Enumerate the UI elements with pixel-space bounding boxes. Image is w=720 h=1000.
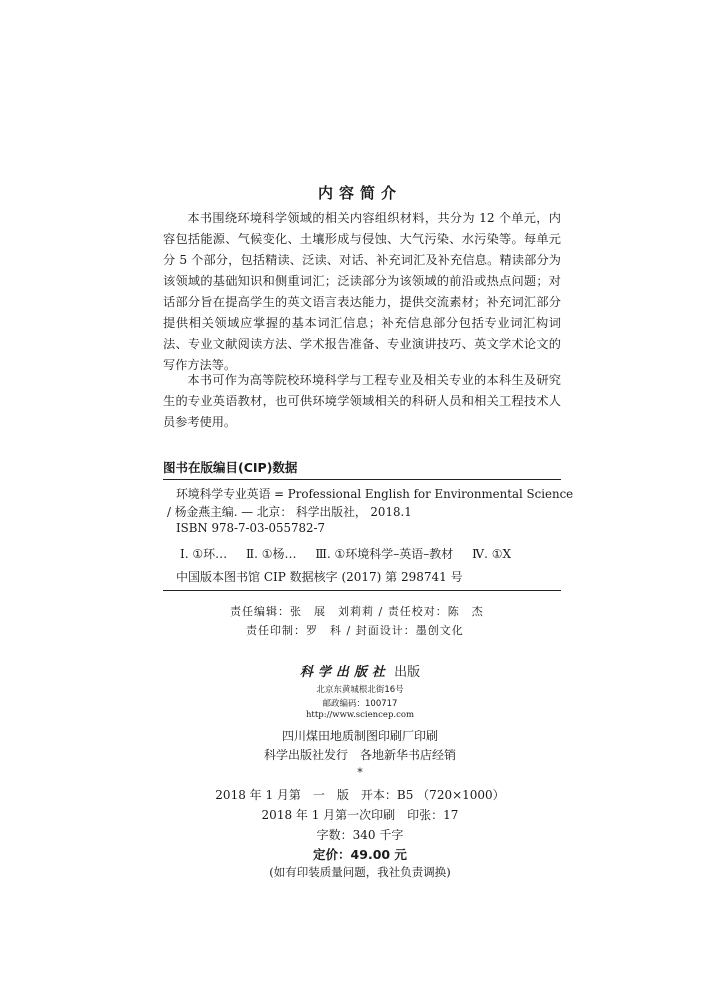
publisher-line <box>0 661 720 680</box>
cip-top-rule <box>163 479 561 480</box>
publisher-name: 科学出版社 <box>299 665 390 680</box>
staff-line-1: 责任编辑：张 展 刘莉莉 / 责任校对：陈 杰 <box>230 605 484 618</box>
impression-line: 2018 年 1 月第一次印刷 印张：17 <box>261 808 459 822</box>
quality-notice: (如有印装质量问题，我社负责调换) <box>269 865 451 879</box>
cip-heading: 图书在版编目(CIP)数据 <box>163 460 298 475</box>
cip-class-3: Ⅲ. ①环境科学–英语–教材 <box>315 547 454 561</box>
cip-class-2: Ⅱ. ①杨… <box>245 547 297 561</box>
cip-classification <box>180 545 526 562</box>
cip-title-line: 环境科学专业英语 = Professional English for Environmental Science <box>176 487 574 501</box>
intro-paragraph-2 <box>163 370 561 433</box>
publisher-url: http://www.sciencep.com <box>305 710 415 720</box>
cip-record: 中国版本图书馆 CIP 数据核字 (2017) 第 298741 号 <box>176 570 463 584</box>
cip-author-line: / 杨金燕主编. — 北京： 科学出版社， 2018.1 <box>167 505 412 519</box>
price: 定价：49.00 元 <box>313 847 407 862</box>
separator-star: * <box>357 766 363 779</box>
publisher-suffix: 出版 <box>394 665 421 680</box>
intro-paragraph-1 <box>163 208 561 376</box>
cip-class-1: Ⅰ. ①环… <box>180 547 228 561</box>
distributor: 科学出版社发行 各地新华书店经销 <box>263 748 456 762</box>
publisher-postcode: 邮政编码：100717 <box>322 699 398 709</box>
publisher-address: 北京东黄城根北街16号 <box>316 685 404 695</box>
cip-isbn: ISBN 978-7-03-055782-7 <box>176 521 325 535</box>
edition-line: 2018 年 1 月第 一 版 开本：B5 （720×1000） <box>215 788 505 802</box>
staff-line-2: 责任印制：罗 科 / 封面设计：墨创文化 <box>246 624 464 637</box>
cip-class-4: Ⅳ. ①X <box>472 547 512 561</box>
intro-paragraph-1-text: 本书围绕环境科学领域的相关内容组织材料，共分为 12 个单元，内容包括能源、气候变化、土壤形成与侵蚀、大气污染、水污染等。每单元分 5 个部分，包括精读、泛读、对话、补充词汇及补充信息。精读部分为该领域的基础知识和侧重词汇；泛读部分为该领域的前沿或热点问题；对话部分旨在提高学生的英文语言表达能力，提供交流素材；补充词汇部分提供相关领域应掌握的基本词汇信息；补充信息部分包括专业词汇构词法、专业文献阅读方法、学术报告准备、专业演讲技巧、英文学术论文的写作方法等。 <box>163 211 561 372</box>
intro-paragraph-2-text: 本书可作为高等院校环境科学与工程专业及相关专业的本科生及研究生的专业英语教材，也可供环境学领域相关的科研人员和相关工程技术人员参考使用。 <box>163 373 561 429</box>
word-count: 字数：340 千字 <box>316 828 404 842</box>
printer: 四川煤田地质制图印刷厂印刷 <box>281 729 438 743</box>
intro-title: 内容简介 <box>317 184 402 202</box>
cip-bottom-rule <box>163 590 561 591</box>
